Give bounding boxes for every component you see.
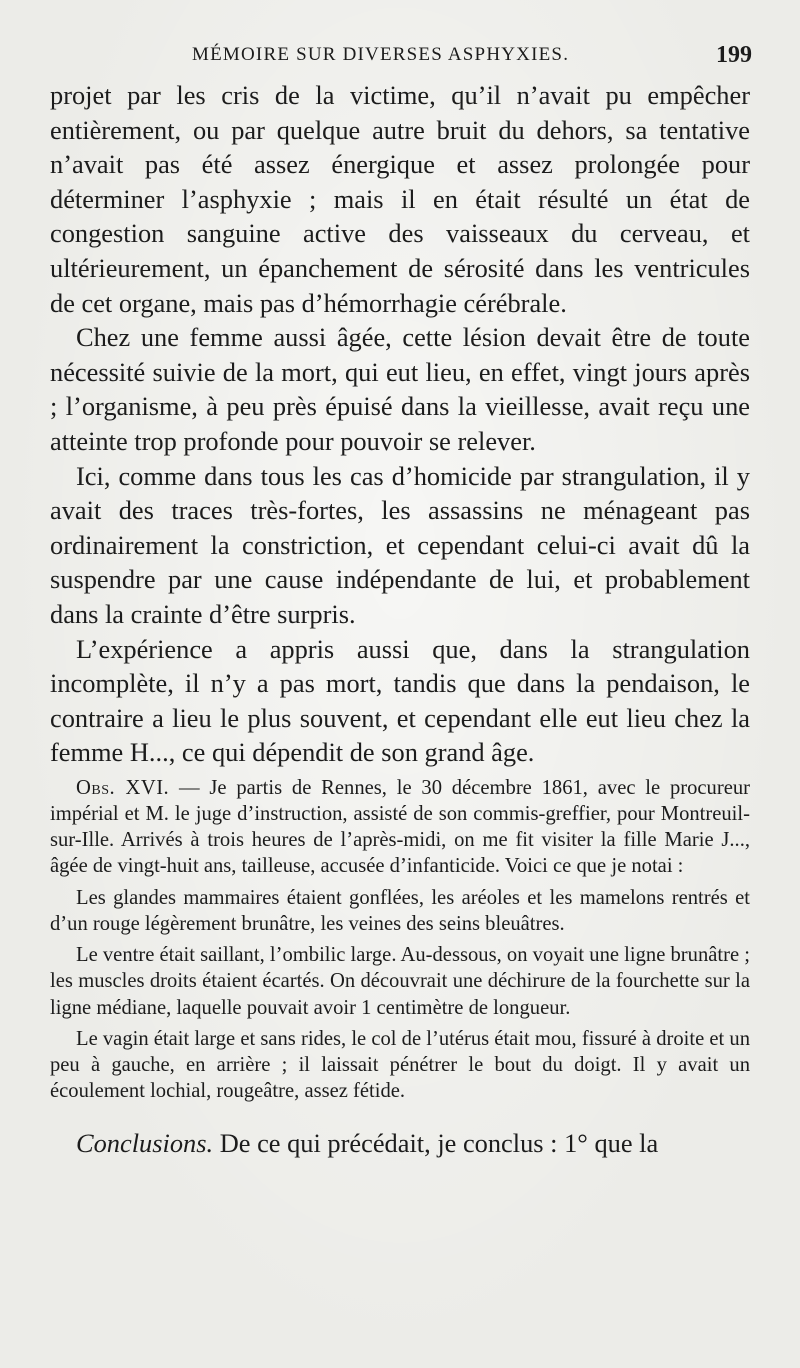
paragraph-experience: L’expérience a appris aussi que, dans la strangulation incomplète, il n’y a pas mort, tandis que dans la pendaison, le contraire a lieu le plus souvent, et cependant elle eut lieu chez la femme H..., ce qui dépendit de son grand âge. [50,633,750,768]
observation-intro [50,775,750,880]
running-title: MÉMOIRE SUR DIVERSES ASPHYXIES. [192,44,570,65]
text-block [50,78,750,1161]
paragraph-continuation: projet par les cris de la victime, qu’il n’avait pu empêcher entièrement, ou par quelque autre bruit du dehors, sa tentative n’avait pas été assez énergique et assez prolongée pour déterminer l’asphyxie ; mais il en était résulté un état de congestion sanguine active des vaisseaux du cerveau, et ultérieurement, un épanchement de sérosité dans les ventricules de cet organe, mais pas d’hémorrhagie cérébrale. [50,80,750,318]
conclusion-text: De ce qui précédait, je conclus : 1° que la [213,1128,659,1159]
observation-note-mammary: Les glandes mammaires étaient gonflées, les aréoles et les mamelons rentrés et d’un rouge légèrement brunâtre, les veines des seins bleuâtres. [50,886,750,935]
paragraph-strangulation-traces: Ici, comme dans tous les cas d’homicide par strangulation, il y avait des traces très-fortes, les assassins ne ménageant pas ordinairement la constriction, et cependant celui-ci avait dû la suspendre par une cause indépendante de lui, et probablement dans la crainte d’être surpris. [50,460,750,629]
observation-note-abdomen: Le ventre était saillant, l’ombilic large. Au-dessous, on voyait une ligne brunâtre ; les muscles droits étaient écartés. On découvrait une déchirure de la fourchette sur la ligne médiane, laquelle pouvait avoir 1 centimètre de longueur. [50,944,750,1019]
observation-label: Obs. XVI. [76,776,170,799]
observation-note-vagina: Le vagin était large et sans rides, le col de l’utérus était mou, fissuré à droite et un peu à gauche, en arrière ; il laissait pénétrer le bout du doigt. Il y avait un écoulement lochial, rougeâtre, assez fétide. [50,1027,750,1103]
conclusion-paragraph [50,1126,750,1161]
conclusion-label: Conclusions. [76,1128,214,1159]
observation-intro-text: — Je partis de Rennes, le 30 décembre 1861, avec le procureur impérial et M. le juge d’instruction, assisté de son commis-greffier, pour Montreuil-sur-Ille. Arrivés à trois heures de l’après-midi, on me fit visiter la fille Marie J..., âgée de vingt-huit ans, tailleuse, accusée d’infanticide. Voici ce que je notai : [50,776,750,878]
paragraph-age-lesion: Chez une femme aussi âgée, cette lésion devait être de toute nécessité suivie de la mort, qui eut lieu, en effet, vingt jours après ; l’organisme, à peu près épuisé dans la vieillesse, avait reçu une atteinte trop profonde pour pouvoir se relever. [50,322,750,456]
page-number: 199 [716,42,752,68]
page-header [192,36,760,76]
